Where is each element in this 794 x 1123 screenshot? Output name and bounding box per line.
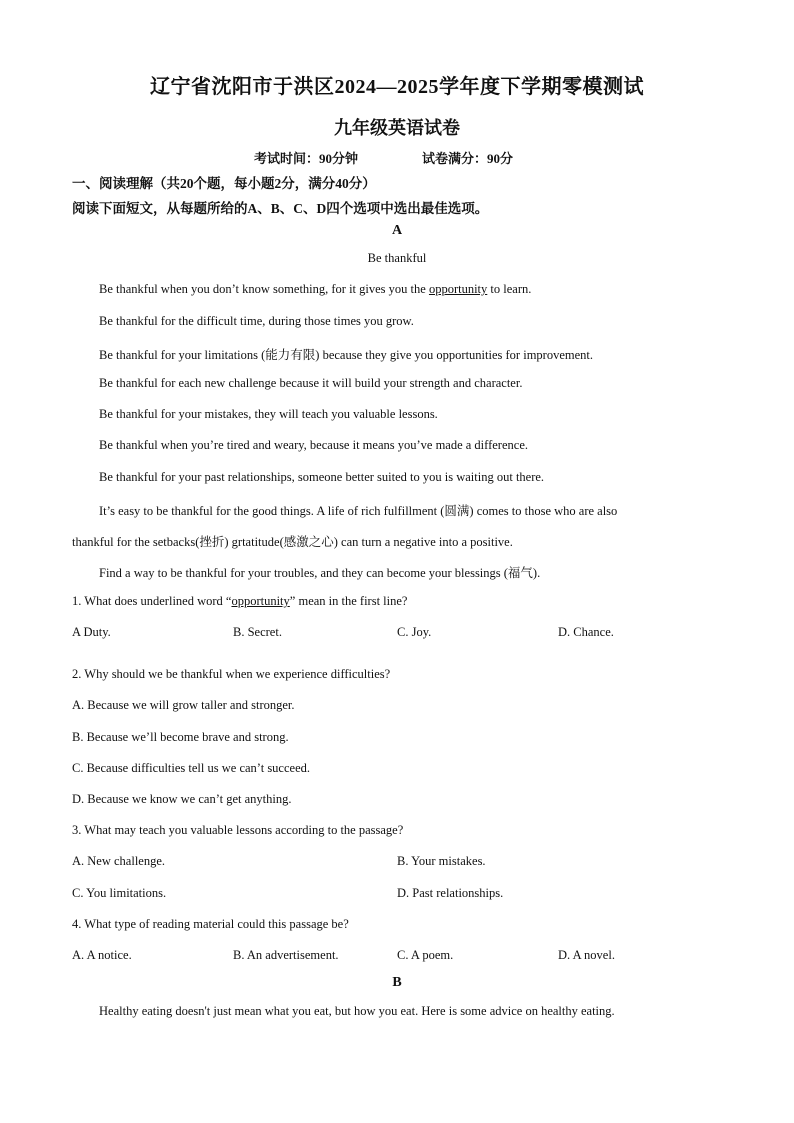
q3-option-b: B. Your mistakes. [397, 854, 486, 868]
passage-a-line-8a: It’s easy to be thankful for the good things. A life of rich fulfillment (圆满) comes to those who are also [99, 504, 618, 518]
question-3: 3. What may teach you valuable lessons according to the passage? [72, 823, 404, 837]
q2-option-d: D. Because we know we can’t get anything. [72, 792, 292, 806]
full-score: 试卷满分：90分 [422, 151, 514, 166]
passage-a-line-6: Be thankful when you’re tired and weary, because it means you’ve made a difference. [99, 438, 528, 452]
passage-a-title: Be thankful [367, 251, 427, 265]
passage-a-line-9: Find a way to be thankful for your troubles, and they can become your blessings (福气). [99, 566, 541, 580]
exam-subtitle: 九年级英语试卷 [334, 118, 460, 138]
passage-b-label: B [392, 975, 402, 990]
q1-option-d: D. Chance. [558, 625, 614, 639]
q4-option-a: A. A notice. [72, 948, 132, 962]
question-4: 4. What type of reading material could this passage be? [72, 917, 349, 931]
passage-a-line-4: Be thankful for each new challenge because it will build your strength and character. [99, 376, 523, 390]
q2-option-b: B. Because we’ll become brave and strong. [72, 730, 289, 744]
q3-option-d: D. Past relationships. [397, 886, 504, 900]
passage-a-line-1: Be thankful when you don’t know something, for it gives you the opportunity to learn. [99, 282, 532, 296]
underlined-word: opportunity [231, 594, 290, 608]
q4-option-c: C. A poem. [397, 948, 454, 962]
question-1: 1. What does underlined word “opportunity” mean in the first line? [72, 594, 408, 608]
question-2: 2. Why should we be thankful when we experience difficulties? [72, 667, 391, 681]
passage-a-line-5: Be thankful for your mistakes, they will teach you valuable lessons. [99, 407, 438, 421]
q1-option-b: B. Secret. [233, 625, 282, 639]
exam-time: 考试时间：90分钟 [254, 151, 359, 166]
passage-b-line-1: Healthy eating doesn't just mean what you eat, but how you eat. Here is some advice on healthy eating. [99, 1004, 615, 1018]
section-heading: 一、阅读理解（共20个题，每小题2分，满分40分） [72, 176, 376, 191]
q2-option-a: A. Because we will grow taller and stronger. [72, 698, 295, 712]
passage-a-label: A [391, 223, 403, 238]
q4-option-b: B. An advertisement. [233, 948, 339, 962]
passage-a-line-7: Be thankful for your past relationships, someone better suited to you is waiting out there. [99, 470, 545, 484]
section-instruction: 阅读下面短文，从每题所给的A、B、C、D四个选项中选出最佳选项。 [72, 201, 489, 216]
q2-option-c: C. Because difficulties tell us we can’t succeed. [72, 761, 311, 775]
q1-option-c: C. Joy. [397, 625, 432, 639]
q4-option-d: D. A novel. [558, 948, 615, 962]
passage-a-line-2: Be thankful for the difficult time, during those times you grow. [99, 314, 414, 328]
q3-option-c: C. You limitations. [72, 886, 167, 900]
q3-option-a: A. New challenge. [72, 854, 166, 868]
underlined-word: opportunity [428, 282, 488, 296]
passage-a-line-8b: thankful for the setbacks(挫折) grtatitude(感激之心) can turn a negative into a positive. [72, 535, 513, 549]
q1-option-a: A Duty. [72, 625, 111, 639]
passage-a-line-3: Be thankful for your limitations (能力有限) because they give you opportunities for improvement. [99, 348, 593, 362]
exam-title: 辽宁省沈阳市于洪区2024—2025学年度下学期零模测试 [150, 76, 644, 98]
